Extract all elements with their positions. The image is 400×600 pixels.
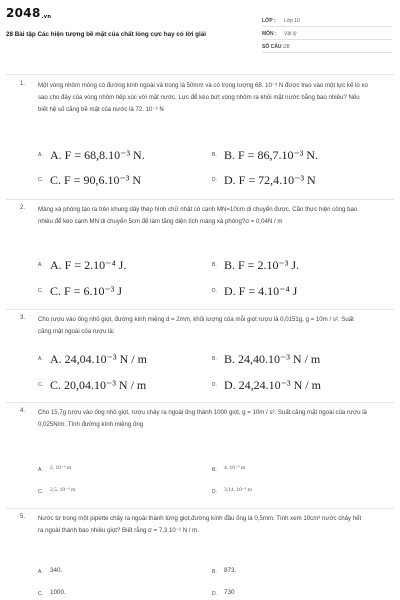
option-letter: A. [38,152,43,158]
page-title: 28 Bài tập Các hiện tượng bề mặt của chất lỏng cực hay có lời giải [6,31,207,38]
divider [6,402,394,403]
meta-value: Lớp 10 [284,18,300,24]
option-letter: D. [212,382,217,388]
meta-class [262,16,392,27]
option-value: D. F = 72,4.10⁻³ N [224,173,316,187]
logo-text: 2048 [6,6,41,20]
option-letter: D. [212,489,217,495]
question-text: Một vòng nhôm mỏng có đường kính ngoài và trong là 50mm và có trọng lượng 68. 10⁻³ N được treo vào một lực kế lò xo sao cho đáy của vòng nhôm tiếp xúc với mặt nước. Lực để kéo bứt vòng nhôm ra khỏi mặt nước bằng bao nhiêu? Nếu biết hệ số căng bề mặt của nước là 72. 10⁻³ N [38,82,368,113]
option-value: 3,14. 10⁻³ m [224,487,253,493]
divider [6,508,394,509]
option-value: C. F = 90,6.10⁻³ N [50,173,142,187]
option-letter: D. [212,288,217,294]
question-number: 5. [20,514,26,520]
divider [6,309,394,310]
option-letter: D. [212,591,217,597]
question-text: Nước từ trong một pipette chảy ra ngoài thành từng giọt,đường kính đầu ống là 0,5mm. Tính xem 10cm³ nước chảy hết ra ngoài thành bao nhiêu giọt? Biết rằng σ = 7,3.10⁻² N / m. [38,515,362,534]
option-value: 2,5. 10⁻³ m [50,487,76,493]
question-number: 2. [20,205,26,211]
meta-label: SỐ CÂU : [262,44,285,50]
option-letter: A. [38,569,43,575]
option-value: B. F = 86,7.10⁻³ N. [224,148,319,162]
meta-subject [262,29,392,40]
option-value: C. 20,04.10⁻³ N / m [50,378,147,392]
option-value: 4. 10⁻³ m [224,465,246,471]
logo-suffix: .vn [41,14,52,20]
option-value: A. F = 68,8.10⁻³ N. [50,148,145,162]
option-letter: C. [38,177,43,183]
option-value: A. F = 2.10⁻⁴ J. [50,258,127,272]
question-number: 1. [20,81,26,87]
option-value: D. 24,24.10⁻³ N / m [224,378,321,392]
option-value: 1000. [50,589,66,596]
option-value: 340. [50,567,63,574]
option-letter: A. [38,262,43,268]
option-letter: B. [212,356,217,362]
meta-value: 28 [284,44,290,50]
option-letter: B. [212,467,217,473]
meta-count [262,42,392,53]
option-value: C. F = 6.10⁻³ J [50,284,123,298]
question-text: Cho 15,7g rượu vào ống nhỏ giọt, rượu chảy ra ngoài ống thành 1000 giọt, g = 10m / s². Suất căng mặt ngoài của rượu là 0,025N/m. Tính đường kính miệng ống [38,409,367,428]
divider [6,199,394,200]
site-logo[interactable] [6,6,51,20]
option-letter: C. [38,382,43,388]
option-value: 730 [224,589,235,596]
option-value: A. 24,04.10⁻³ N / m [50,352,147,366]
option-letter: A. [38,467,43,473]
option-letter: C. [38,591,43,597]
meta-label: LỚP : [262,18,276,24]
option-value: B. F = 2.10⁻³ J. [224,258,300,272]
option-letter: C. [38,288,43,294]
divider [6,74,394,75]
question-number: 3. [20,315,26,321]
option-letter: B. [212,152,217,158]
option-letter: B. [212,569,217,575]
option-value: D. F = 4.10⁻⁴ J [224,284,298,298]
question-number: 4. [20,408,26,414]
option-letter: C. [38,489,43,495]
option-letter: A. [38,356,43,362]
meta-value: Vật lý [284,31,297,37]
option-value: 2. 10⁻³ m [50,465,72,471]
option-letter: B. [212,262,217,268]
meta-label: MÔN : [262,31,277,37]
option-letter: D. [212,177,217,183]
page-header [0,0,400,74]
option-value: B. 24,40.10⁻³ N / m [224,352,321,366]
option-value: 873. [224,567,237,574]
question-text: Cho rượu vào ống nhỏ giọt, đường kính miệng d = 2mm, khối lượng của mỗi giọt rượu là 0,0151g, g = 10m / s². Suất căng mặt ngoài của rượu là: [38,316,354,335]
question-text: Màng xà phòng tạo ra trên khung dây thép hình chữ nhật có cạnh MN=10cm di chuyển được. Cần thực hiện công bao nhiêu để kéo cạnh MN di chuyển 5cm để làm tăng diện tích màng xà phòng?σ = 0,04N / m [38,206,358,225]
